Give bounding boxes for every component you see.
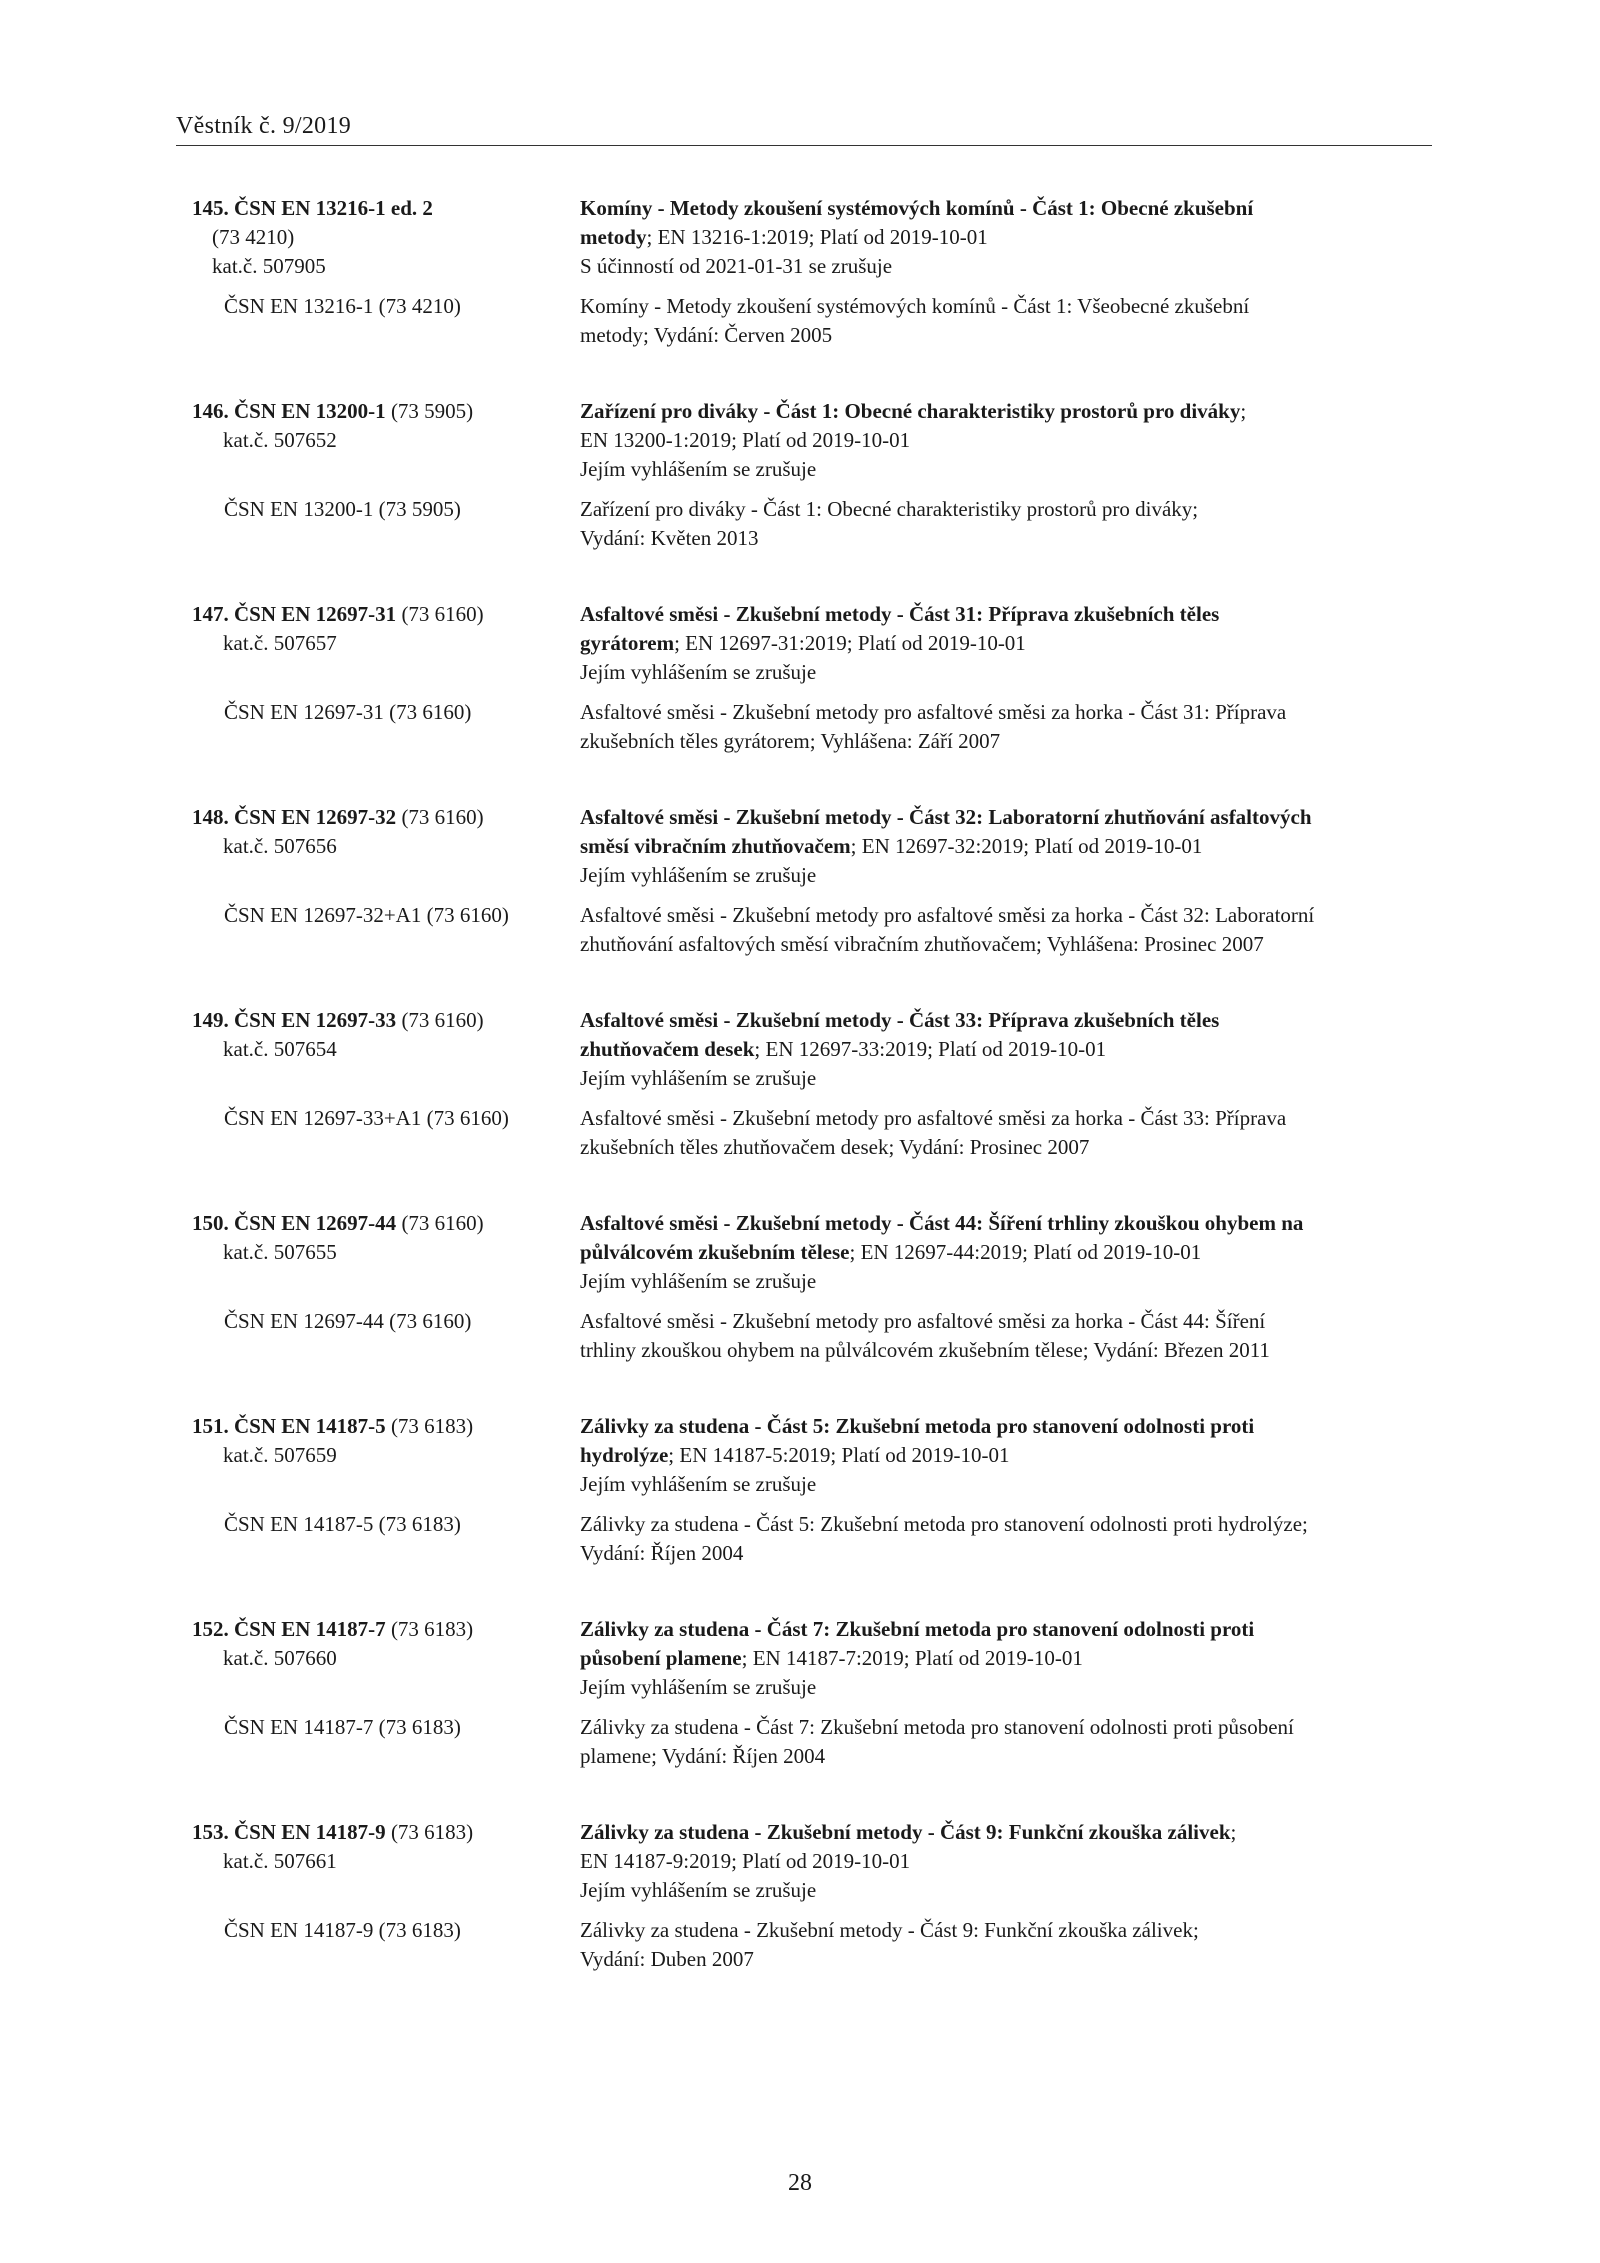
replaced-standard-code: ČSN EN 13216-1 (73 4210)	[224, 294, 461, 318]
entry-catalog-number: kat.č. 507655	[223, 1240, 337, 1264]
page-number: 28	[788, 2170, 812, 2196]
replaced-standard-title-1: Zálivky za studena - Část 7: Zkušební metoda pro stanovení odolnosti proti působení	[580, 1715, 1294, 1739]
replaced-standard-title-1: Zálivky za studena - Část 5: Zkušební metoda pro stanovení odolnosti proti hydrolýze;	[580, 1512, 1308, 1536]
entry-validity: ; EN 12697-44:2019; Platí od 2019-10-01	[849, 1240, 1202, 1264]
entry-number-code: 146. ČSN EN 13200-1	[192, 399, 386, 423]
entry-title-line-2: hydrolýze	[580, 1443, 669, 1467]
replaced-standard-title-1: Asfaltové směsi - Zkušební metody pro asfaltové směsi za horka - Část 33: Příprava	[580, 1106, 1287, 1130]
replaced-standard-title-2: plamene; Vydání: Říjen 2004	[580, 1744, 826, 1768]
entry-class-code: (73 5905)	[390, 399, 474, 423]
entry-number-code: 147. ČSN EN 12697-31	[192, 602, 397, 626]
entry-title-line-1: Asfaltové směsi - Zkušební metody - Část 33: Příprava zkušebních těles	[580, 1008, 1220, 1032]
replaced-standard-code: ČSN EN 12697-33+A1 (73 6160)	[224, 1106, 509, 1130]
entry-validity: ; EN 12697-32:2019; Platí od 2019-10-01	[850, 834, 1203, 858]
entry-note: Jejím vyhlášením se zrušuje	[580, 1472, 817, 1496]
entry-validity: EN 13200-1:2019; Platí od 2019-10-01	[580, 428, 911, 452]
entry-note: Jejím vyhlášením se zrušuje	[580, 1066, 817, 1090]
entry-number-code: 151. ČSN EN 14187-5	[192, 1414, 386, 1438]
header-divider	[176, 145, 1432, 146]
entry-class-code: (73 6160)	[401, 602, 484, 626]
entry-note: Jejím vyhlášením se zrušuje	[580, 1878, 817, 1902]
entry-class-code: (73 6183)	[390, 1820, 474, 1844]
entry-catalog-number: kat.č. 507660	[223, 1646, 337, 1670]
entry-title-line-1: Asfaltové směsi - Zkušební metody - Část 32: Laboratorní zhutňování asfaltových	[580, 805, 1312, 829]
entry-catalog-number: kat.č. 507659	[223, 1443, 337, 1467]
replaced-standard-code: ČSN EN 12697-31 (73 6160)	[224, 700, 472, 724]
entry-validity: ; EN 14187-7:2019; Platí od 2019-10-01	[741, 1646, 1083, 1670]
replaced-standard-title-2: metody; Vydání: Červen 2005	[580, 323, 833, 347]
entry-note: S účinností od 2021-01-31 se zrušuje	[580, 254, 893, 278]
replaced-standard-code: ČSN EN 14187-5 (73 6183)	[224, 1512, 461, 1536]
replaced-standard-title-2: Vydání: Květen 2013	[580, 526, 759, 550]
entry-title-line-1: Zálivky za studena - Část 5: Zkušební metoda pro stanovení odolnosti proti	[580, 1414, 1255, 1438]
entry-note: Jejím vyhlášením se zrušuje	[580, 1269, 817, 1293]
entry-number-code: 150. ČSN EN 12697-44	[192, 1211, 397, 1235]
entry-note: Jejím vyhlášením se zrušuje	[580, 1675, 817, 1699]
replaced-standard-code: ČSN EN 12697-44 (73 6160)	[224, 1309, 472, 1333]
replaced-standard-title-2: zkušebních těles zhutňovačem desek; Vydání: Prosinec 2007	[580, 1135, 1090, 1159]
replaced-standard-title-1: Asfaltové směsi - Zkušební metody pro asfaltové směsi za horka - Část 32: Laboratorní	[580, 903, 1315, 927]
entry-number-code: 148. ČSN EN 12697-32	[192, 805, 397, 829]
entry-catalog-number: kat.č. 507657	[223, 631, 337, 655]
replaced-standard-title-2: zhutňování asfaltových směsí vibračním zhutňovačem; Vyhlášena: Prosinec 2007	[580, 932, 1264, 956]
entry-number-code: 145. ČSN EN 13216-1 ed. 2	[192, 196, 433, 220]
entry-class-code: (73 6183)	[390, 1617, 474, 1641]
entry-class-code: (73 6160)	[401, 1211, 484, 1235]
entry-catalog-number: kat.č. 507652	[223, 428, 337, 452]
entry-catalog-number: kat.č. 507654	[223, 1037, 337, 1061]
entry-title-line-1: Asfaltové směsi - Zkušební metody - Část 31: Příprava zkušebních těles	[580, 602, 1220, 626]
replaced-standard-title-2: trhliny zkouškou ohybem na půlválcovém zkušebním tělese; Vydání: Březen 2011	[580, 1338, 1270, 1362]
entry-note: Jejím vyhlášením se zrušuje	[580, 457, 817, 481]
entry-title-line-2: zhutňovačem desek	[580, 1037, 755, 1061]
entry-title-line-1: Zálivky za studena - Zkušební metody - Část 9: Funkční zkouška zálivek	[580, 1820, 1231, 1844]
replaced-standard-title-2: Vydání: Duben 2007	[580, 1947, 754, 1971]
entry-note: Jejím vyhlášením se zrušuje	[580, 660, 817, 684]
entry-catalog-number: kat.č. 507661	[223, 1849, 337, 1873]
entry-class-code: (73 6160)	[401, 1008, 484, 1032]
entry-validity: ; EN 12697-31:2019; Platí od 2019-10-01	[674, 631, 1026, 655]
replaced-standard-title-1: Komíny - Metody zkoušení systémových komínů - Část 1: Všeobecné zkušební	[580, 294, 1250, 318]
entry-number-code: 149. ČSN EN 12697-33	[192, 1008, 397, 1032]
replaced-standard-code: ČSN EN 14187-9 (73 6183)	[224, 1918, 461, 1942]
entry-validity: ; EN 12697-33:2019; Platí od 2019-10-01	[754, 1037, 1107, 1061]
entry-title-line-2: gyrátorem	[580, 631, 675, 655]
entry-title-line-1: Asfaltové směsi - Zkušební metody - Část 44: Šíření trhliny zkouškou ohybem na	[580, 1211, 1304, 1235]
replaced-standard-code: ČSN EN 12697-32+A1 (73 6160)	[224, 903, 509, 927]
entry-title-line-2: půlválcovém zkušebním tělese	[580, 1240, 850, 1264]
entry-title-line-2: metody	[580, 225, 647, 249]
entry-title-punct: ;	[1240, 399, 1247, 423]
replaced-standard-title-1: Zařízení pro diváky - Část 1: Obecné charakteristiky prostorů pro diváky;	[580, 497, 1199, 521]
entry-validity: EN 14187-9:2019; Platí od 2019-10-01	[580, 1849, 911, 1873]
replaced-standard-code: ČSN EN 13200-1 (73 5905)	[224, 497, 461, 521]
replaced-standard-title-1: Asfaltové směsi - Zkušební metody pro asfaltové směsi za horka - Část 44: Šíření	[580, 1309, 1266, 1333]
entry-validity: ; EN 13216-1:2019; Platí od 2019-10-01	[646, 225, 988, 249]
replaced-standard-code: ČSN EN 14187-7 (73 6183)	[224, 1715, 461, 1739]
entry-number-code: 152. ČSN EN 14187-7	[192, 1617, 386, 1641]
replaced-standard-title-1: Zálivky za studena - Zkušební metody - Část 9: Funkční zkouška zálivek;	[580, 1918, 1199, 1942]
replaced-standard-title-1: Asfaltové směsi - Zkušební metody pro asfaltové směsi za horka - Část 31: Příprava	[580, 700, 1287, 724]
entry-title-line-1: Zařízení pro diváky - Část 1: Obecné charakteristiky prostorů pro diváky	[580, 399, 1241, 423]
entry-title-line-1: Zálivky za studena - Část 7: Zkušební metoda pro stanovení odolnosti proti	[580, 1617, 1255, 1641]
entry-title-line-2: působení plamene	[580, 1646, 742, 1670]
entry-title-line-1: Komíny - Metody zkoušení systémových komínů - Část 1: Obecné zkušební	[580, 196, 1254, 220]
entry-catalog-number: kat.č. 507905	[212, 254, 326, 278]
entry-note: Jejím vyhlášením se zrušuje	[580, 863, 817, 887]
entry-class-code: (73 6183)	[390, 1414, 474, 1438]
entry-title-punct: ;	[1230, 1820, 1237, 1844]
entry-class-code: (73 6160)	[401, 805, 484, 829]
entry-validity: ; EN 14187-5:2019; Platí od 2019-10-01	[668, 1443, 1010, 1467]
entry-title-line-2: směsí vibračním zhutňovačem	[580, 834, 851, 858]
entry-class-code: (73 4210)	[212, 225, 295, 249]
page-header-title: Věstník č. 9/2019	[176, 113, 352, 139]
entry-catalog-number: kat.č. 507656	[223, 834, 337, 858]
replaced-standard-title-2: zkušebních těles gyrátorem; Vyhlášena: Září 2007	[580, 729, 1001, 753]
entry-number-code: 153. ČSN EN 14187-9	[192, 1820, 386, 1844]
replaced-standard-title-2: Vydání: Říjen 2004	[580, 1541, 744, 1565]
